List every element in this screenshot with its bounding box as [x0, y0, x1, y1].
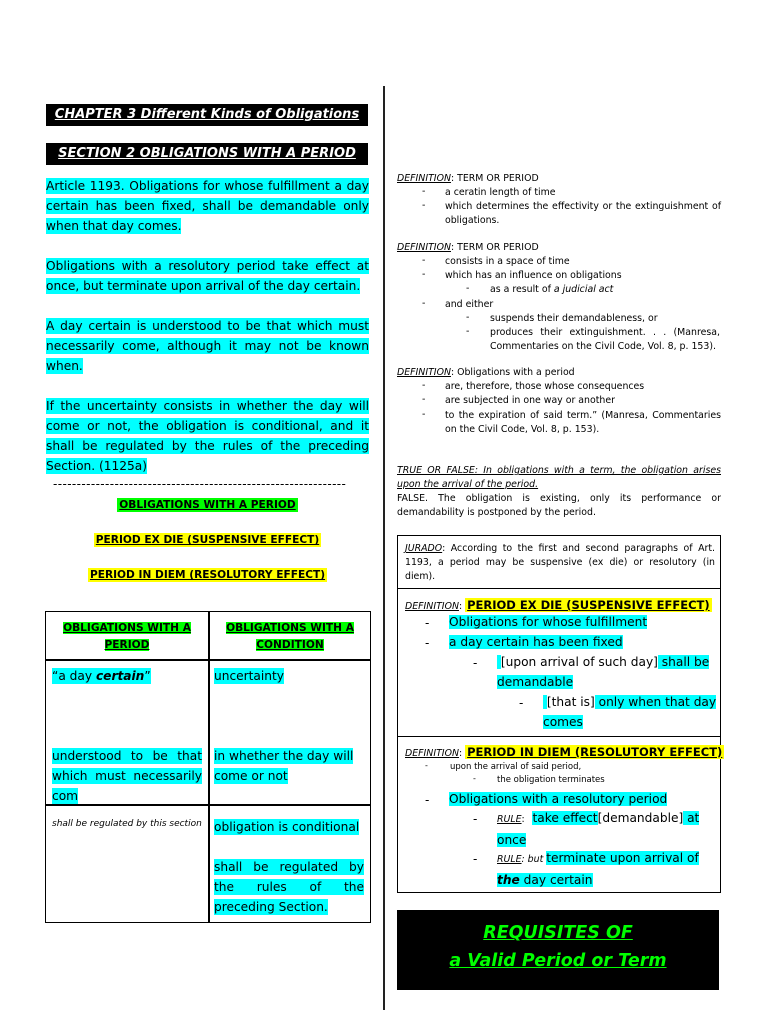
list-item: a ceratin length of time: [445, 187, 556, 198]
definition-in-diem: DEFINITION: PERIOD IN DIEM (RESOLUTORY EFFECT): [405, 745, 723, 759]
article-paragraph: Article 1193. Obligations for whose fulfillment a day certain has been fixed, shall be demandable only when that day comes.: [46, 179, 369, 233]
bullet-dash: -: [422, 394, 426, 405]
list-item: are subjected in one way or another: [445, 395, 615, 406]
table-cell: uncertainty: [214, 669, 285, 683]
comparison-table: [45, 611, 371, 923]
heading-obligations-period: OBLIGATIONS WITH A PERIOD: [119, 499, 296, 511]
bullet-dash: -: [422, 380, 426, 391]
bullet-dash: -: [466, 283, 470, 294]
bullet-dash: -: [473, 852, 478, 866]
bullet-dash: -: [473, 774, 476, 783]
requisites-banner: [397, 910, 719, 990]
requisites-line-2: a Valid Period or Term: [449, 951, 667, 971]
table-cell: shall be regulated by this section: [52, 819, 202, 829]
table-cell: “a day certain”: [52, 669, 151, 683]
table-cell: in whether the day will come or not: [214, 749, 354, 783]
definition-term-2: DEFINITION: TERM OR PERIOD: [397, 242, 539, 253]
section-title-bar: [46, 143, 368, 165]
bullet-dash: -: [422, 409, 426, 420]
bullet-dash: -: [466, 326, 470, 337]
list-item: consists in a space of time: [445, 256, 570, 267]
jurado-note: JURADO: According to the first and second paragraphs of Art. 1193, a period may be suspensive (ex die) or resolutory (in diem).: [405, 543, 715, 582]
bullet-dash: -: [519, 696, 524, 710]
list-item: are, therefore, those whose consequences: [445, 381, 645, 392]
chapter-title-bar: [46, 104, 368, 126]
list-item: which determines the effectivity or the extinguishment of obligations.: [445, 201, 721, 226]
table-divider: [46, 659, 370, 661]
bullet-dash: -: [473, 812, 478, 826]
definition-obligations-period: DEFINITION: Obligations with a period: [397, 367, 575, 378]
definition-ex-die: DEFINITION: PERIOD EX DIE (SUSPENSIVE EFFECT): [405, 598, 710, 612]
table-cell: obligation is conditional: [214, 820, 360, 834]
list-item: a day certain has been fixed: [449, 635, 623, 649]
list-item: which has an influence on obligations: [445, 270, 622, 281]
list-item: produces their extinguishment. . . (Manresa, Commentaries on the Civil Code, Vol. 8, p. 153).: [490, 327, 720, 352]
rule-take-effect: RULE: take effect[demandable] at once: [497, 811, 700, 847]
bullet-dash: -: [422, 269, 426, 280]
bullet-dash: -: [422, 186, 426, 197]
list-item: upon the arrival of said period,: [450, 762, 582, 772]
bullet-dash: -: [425, 636, 430, 650]
bullet-dash: -: [425, 761, 428, 770]
resolutory-paragraph: Obligations with a resolutory period take effect at once, but terminate upon arrival of the day certain.: [46, 259, 369, 293]
requisites-line-1: REQUISITES OF: [483, 923, 633, 943]
table-cell: understood to be that which must necessarily com: [52, 749, 202, 803]
day-certain-paragraph: A day certain is understood to be that which must necessarily come, although it may not be known when.: [46, 319, 369, 373]
heading-in-diem: PERIOD IN DIEM (RESOLUTORY EFFECT): [89, 569, 326, 581]
list-item: as a result of a judicial act: [490, 284, 614, 295]
bullet-dash: -: [425, 793, 430, 807]
box-divider: [398, 588, 720, 589]
bullet-dash: -: [425, 616, 430, 630]
table-header-period: OBLIGATIONS WITH A PERIOD: [63, 622, 191, 651]
list-item: suspends their demandableness, or: [490, 313, 658, 324]
bullet-dash: -: [422, 298, 426, 309]
true-false-answer: FALSE. The obligation is existing, only its performance or demandability is postponed by the period.: [397, 493, 721, 518]
heading-ex-die: PERIOD EX DIE (SUSPENSIVE EFFECT): [95, 534, 320, 546]
bullet-dash: -: [422, 255, 426, 266]
bullet-dash: -: [422, 200, 426, 211]
list-item: Obligations with a resolutory period: [449, 792, 668, 806]
list-item: and either: [445, 299, 494, 310]
list-item: to the expiration of said term.” (Manresa, Commentaries on the Civil Code, Vol. 8, p. 153).: [445, 410, 721, 435]
rule-terminate: RULE: but terminate upon arrival of the day certain: [497, 851, 699, 887]
bullet-dash: -: [473, 656, 478, 670]
true-false-question: TRUE OR FALSE: In obligations with a term, the obligation arises upon the arrival of the period.: [397, 465, 721, 490]
uncertainty-paragraph: If the uncertainty consists in whether the day will come or not, the obligation is conditional, and it shall be regulated by the rules of the preceding Section. (1125a): [46, 399, 369, 473]
table-cell: shall be regulated by the rules of the preceding Section.: [214, 860, 364, 914]
definition-term-1: DEFINITION: TERM OR PERIOD: [397, 173, 539, 184]
list-item: [that is] only when that day comes: [543, 695, 717, 729]
box-divider: [398, 736, 720, 737]
bullet-dash: -: [466, 312, 470, 323]
column-divider: [383, 86, 385, 1010]
section-title: SECTION 2 OBLIGATIONS WITH A PERIOD: [58, 146, 356, 161]
table-header-condition: OBLIGATIONS WITH A CONDITION: [226, 622, 354, 651]
list-item: Obligations for whose fulfillment: [449, 615, 648, 629]
list-item: [upon arrival of such day] shall be demandable: [497, 655, 710, 689]
dashed-separator: --------------------------------------------------------------: [53, 477, 347, 491]
list-item: the obligation terminates: [497, 775, 605, 785]
chapter-title: CHAPTER 3 Different Kinds of Obligations: [54, 107, 360, 122]
